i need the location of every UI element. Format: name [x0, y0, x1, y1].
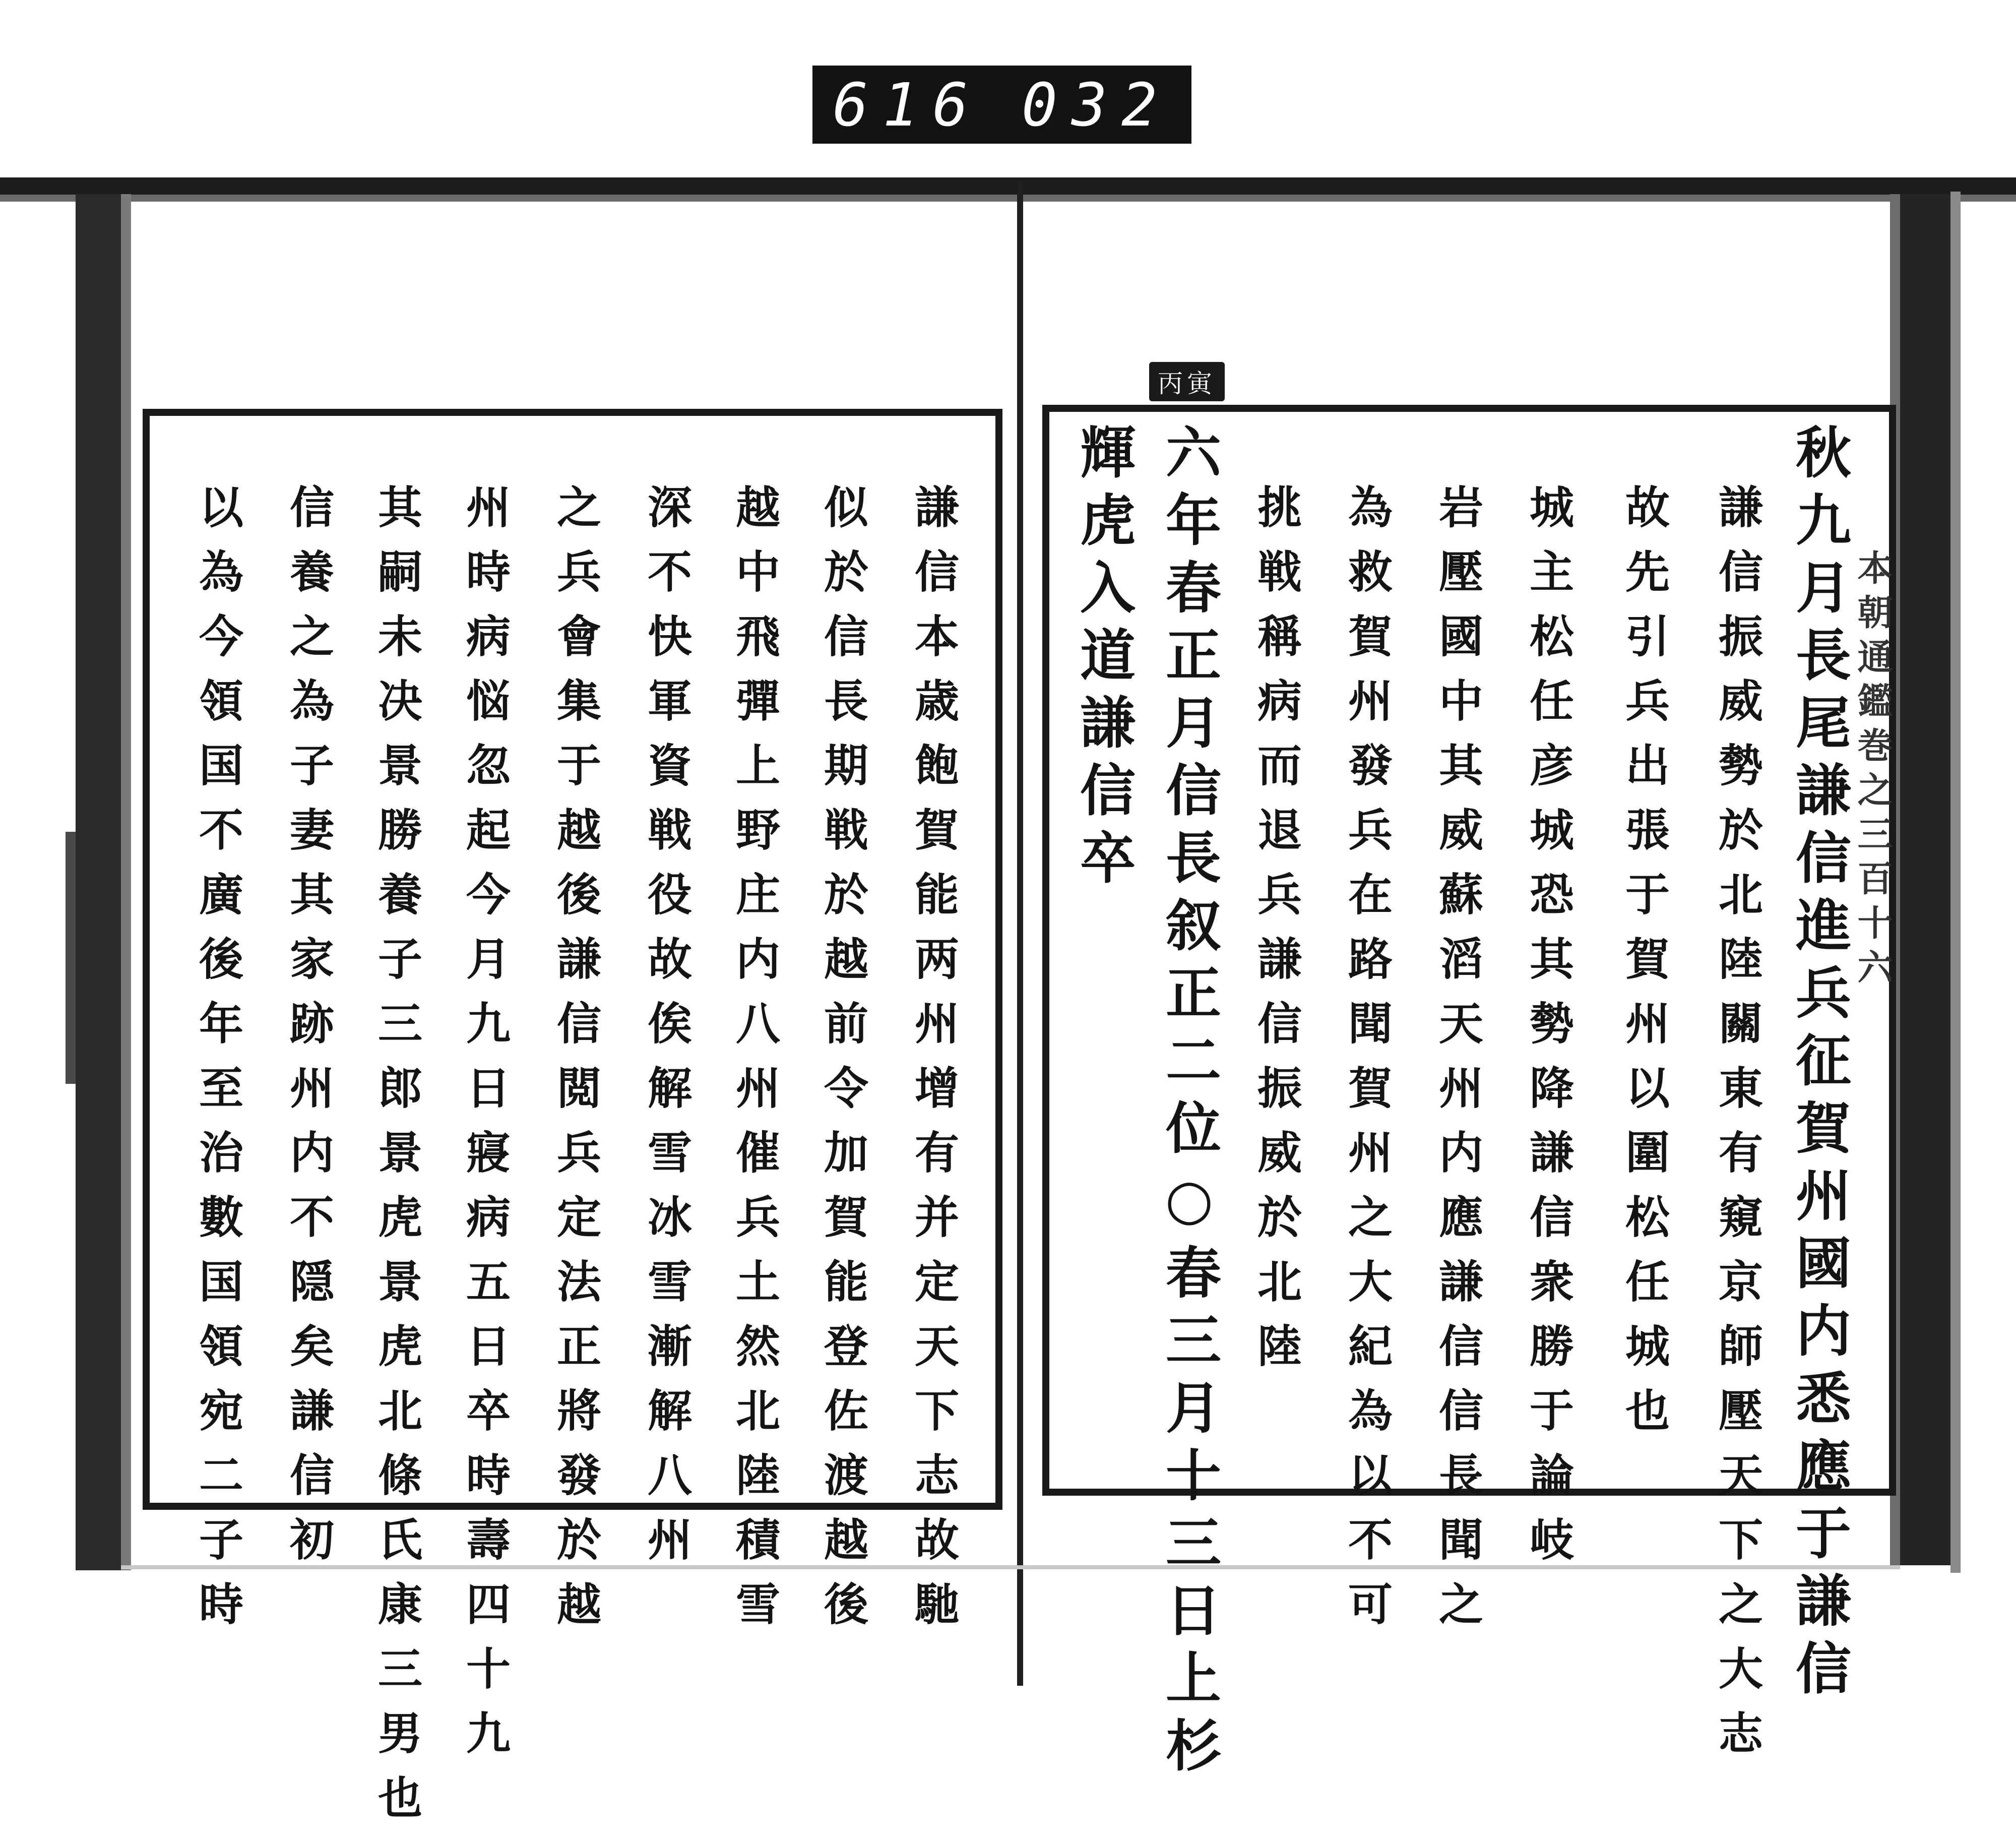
left-book-edge: [76, 194, 121, 1570]
right-col-6: 為救賀州發兵在路聞賀州之大紀為以不可: [1341, 484, 1394, 1645]
gutter: [1017, 181, 1023, 1686]
right-col-3: 故先引兵出張于賀州以圍松任城也: [1618, 484, 1671, 1452]
top-edge: [0, 177, 2016, 195]
right-book-edge: [1900, 194, 1950, 1565]
page-seal: 丙寅: [1149, 362, 1225, 401]
left-col-3: 越中飛彈上野庄内八州催兵土然北陸積雪: [729, 484, 781, 1645]
left-col-7: 其嗣未决景勝養子三郎景虎景虎北條氏康三男也: [371, 484, 423, 1839]
right-col-7: 挑戦稱病而退兵謙信振威於北陸: [1250, 484, 1303, 1387]
right-col-8: 六年春正月信長叙正二位○春三月十三日上杉: [1157, 423, 1222, 1784]
right-col-4: 城主松任彦城恐其勢降謙信衆勝于論岐: [1523, 484, 1575, 1581]
left-col-9: 以為今領国不廣後年至治數国領宛二子時: [192, 484, 244, 1645]
left-col-2: 似於信長期戦於越前令加賀能登佐渡越後: [817, 484, 869, 1645]
frame-number-label: [812, 66, 1191, 144]
frame-number-left: 616: [833, 70, 983, 140]
frame-number-right: 032: [1021, 70, 1171, 140]
right-col-9: 輝虎入道謙信卒: [1071, 423, 1136, 896]
right-col-1: 秋九月長尾謙信進兵征賀州國内悉應于謙信: [1787, 423, 1852, 1707]
right-col-2: 謙信振威勢於北陸關東有窺京師壓天下之大志: [1712, 484, 1764, 1774]
left-col-4: 深不快軍資戦役故俟解雪冰雪漸解八州: [641, 484, 693, 1581]
left-col-6: 州時病悩忽起今月九日寢病五日卒時壽四十九: [459, 484, 512, 1774]
left-col-1: 謙信本歳飽賀能两州增有并定天下志故馳: [908, 484, 960, 1645]
left-col-5: 之兵會集于越後謙信閲兵定法正將發於越: [550, 484, 602, 1645]
left-col-8: 信養之為子妻其家跡州内不隠矣謙信初: [283, 484, 335, 1581]
running-head: 本朝通鑑巻之三百十六: [1852, 549, 1894, 993]
right-col-5: 岩壓國中其威蘇滔天州内應謙信信長聞之: [1432, 484, 1484, 1645]
